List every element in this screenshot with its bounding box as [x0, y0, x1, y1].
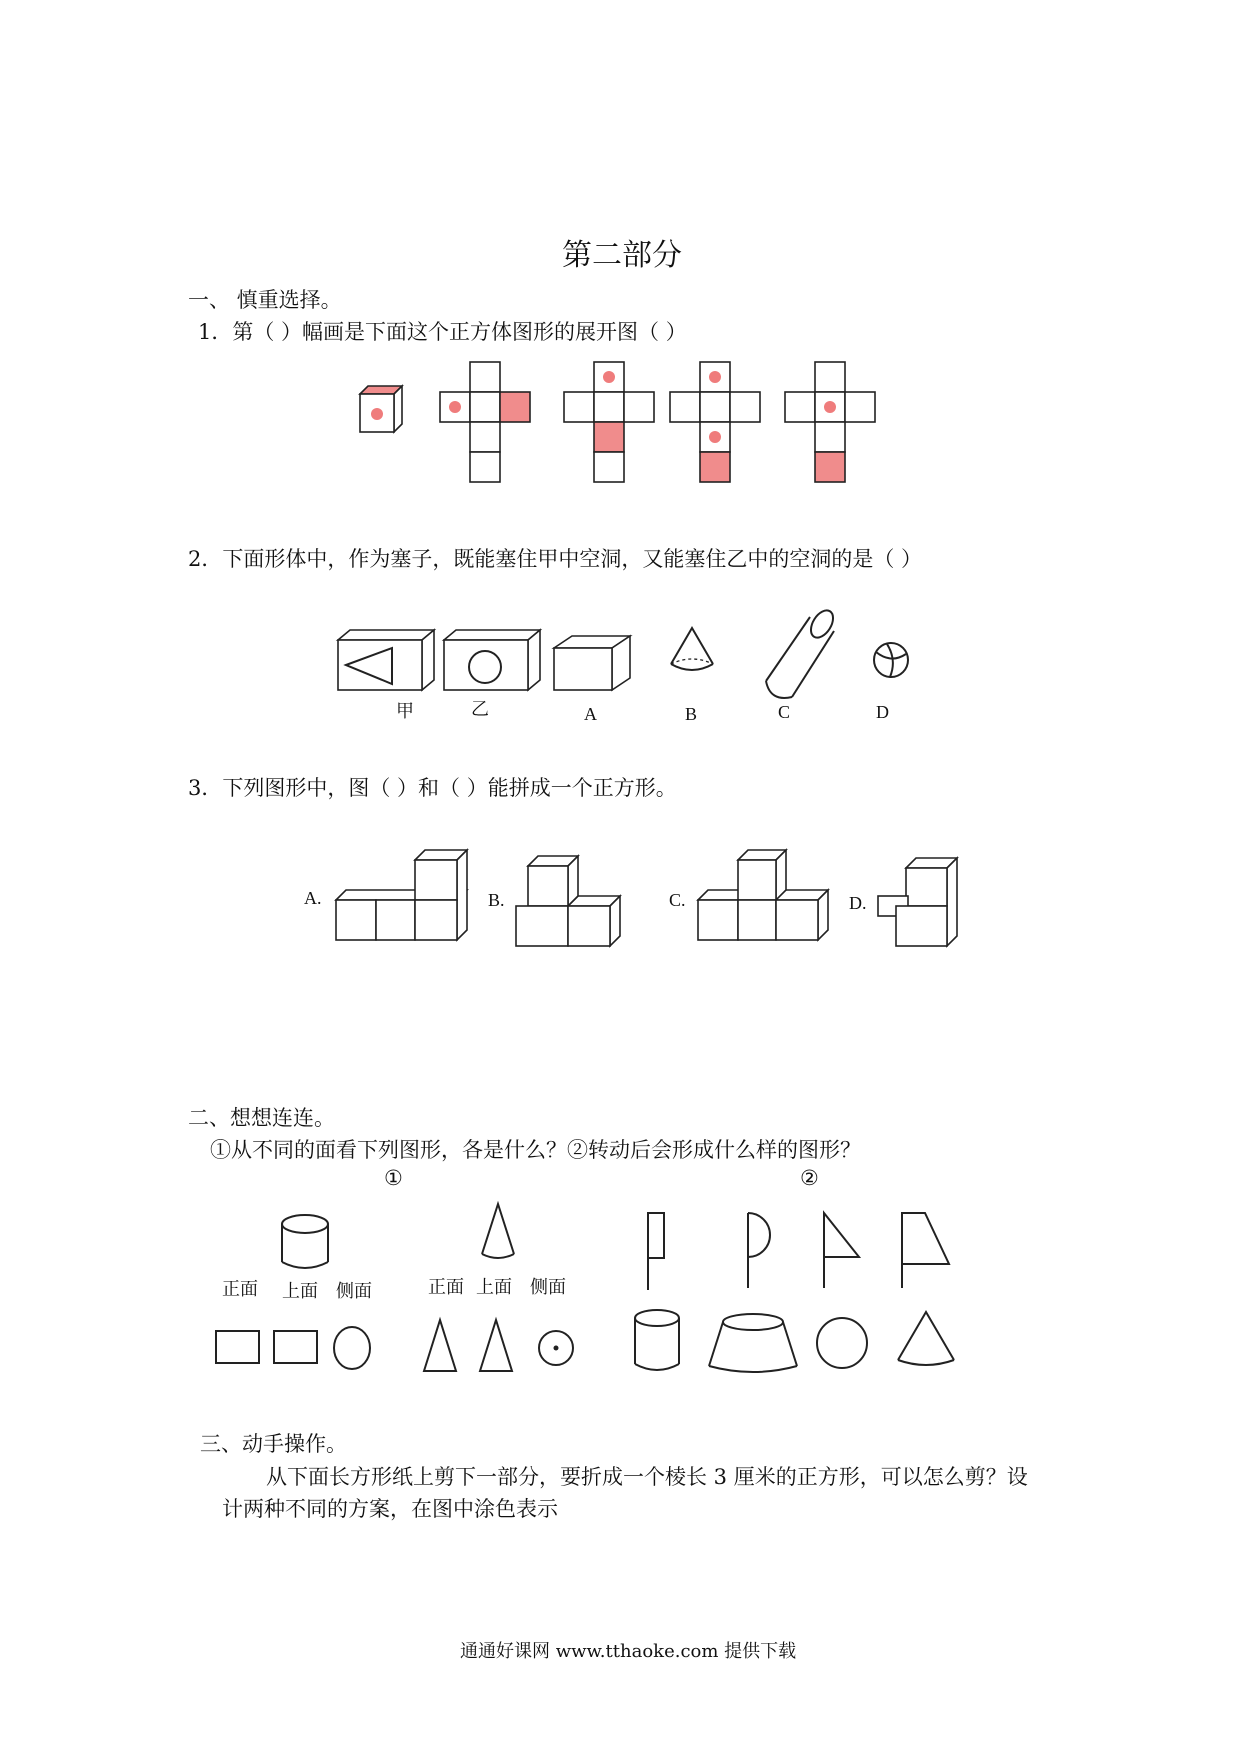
- section2-marker-1: ①: [384, 1166, 403, 1190]
- q2-label-d: D: [876, 702, 889, 722]
- q2-label-b: B: [685, 704, 698, 724]
- page-title: 第二部分: [562, 238, 682, 273]
- s2-solid-cylinder: [635, 1310, 679, 1370]
- q2-label-jia: 甲: [396, 701, 414, 721]
- q2-label-a: A: [584, 704, 597, 724]
- section2-instruction: ①从不同的面看下列图形，各是什么？②转动后会形成什么样的图形？: [210, 1138, 861, 1162]
- section3-line-2: 计两种不同的方案，在图中涂色表示: [222, 1497, 558, 1521]
- s2-solid-frustum: [709, 1314, 797, 1372]
- q3-label-b: B.: [488, 890, 505, 910]
- s2-view-triangle-1: [424, 1320, 456, 1371]
- s2-solid-sphere: [817, 1318, 867, 1368]
- section1-heading: 一、 慎重选择。: [188, 288, 342, 312]
- page-footer: 通通好课网 www.tthaoke.com 提供下载: [460, 1641, 797, 1662]
- s2-flag-trapezoid: [902, 1213, 949, 1288]
- s2-view-rect-2: [274, 1331, 317, 1363]
- s2-left-label-front: 正面: [222, 1279, 258, 1300]
- section3-heading: 三、动手操作。: [200, 1432, 347, 1456]
- q2-label-yi: 乙: [471, 699, 489, 719]
- s2-flag-rect: [648, 1213, 664, 1290]
- s2-view-ellipse: [334, 1327, 370, 1369]
- s2-left-label-top: 上面: [282, 1281, 318, 1302]
- s2-cone: [482, 1204, 514, 1258]
- s2-view-triangle-2: [480, 1320, 512, 1371]
- q1-text: 1．第（ ）幅画是下面这个正方体图形的展开图（ ）: [198, 320, 687, 344]
- section2-heading: 二、想想连连。: [188, 1106, 335, 1130]
- s2-solid-cone: [898, 1312, 954, 1365]
- section3-line-1: 从下面长方形纸上剪下一部分，要折成一个棱长 3 厘米的正方形，可以怎么剪？设: [266, 1465, 1028, 1489]
- s2-cylinder: [282, 1215, 328, 1268]
- q3-label-a: A.: [304, 888, 322, 908]
- section2-marker-2: ②: [800, 1166, 819, 1190]
- s2-right-label-top: 上面: [476, 1277, 512, 1298]
- s2-right-label-side: 侧面: [530, 1277, 566, 1298]
- s2-flag-triangle: [824, 1213, 859, 1288]
- q2-label-c: C: [778, 702, 791, 722]
- q3-label-d: D.: [849, 893, 867, 913]
- s2-left-label-side: 侧面: [336, 1281, 372, 1302]
- s2-flag-semicircle: [748, 1213, 770, 1288]
- s2-right-label-front: 正面: [428, 1277, 464, 1298]
- s2-view-rect-1: [216, 1331, 259, 1363]
- q3-label-c: C.: [669, 890, 686, 910]
- q3-text: 3．下列图形中，图（ ）和（ ）能拼成一个正方形。: [188, 776, 677, 800]
- q2-text: 2．下面形体中，作为塞子，既能塞住甲中空洞，又能塞住乙中的空洞的是（ ）: [188, 547, 923, 571]
